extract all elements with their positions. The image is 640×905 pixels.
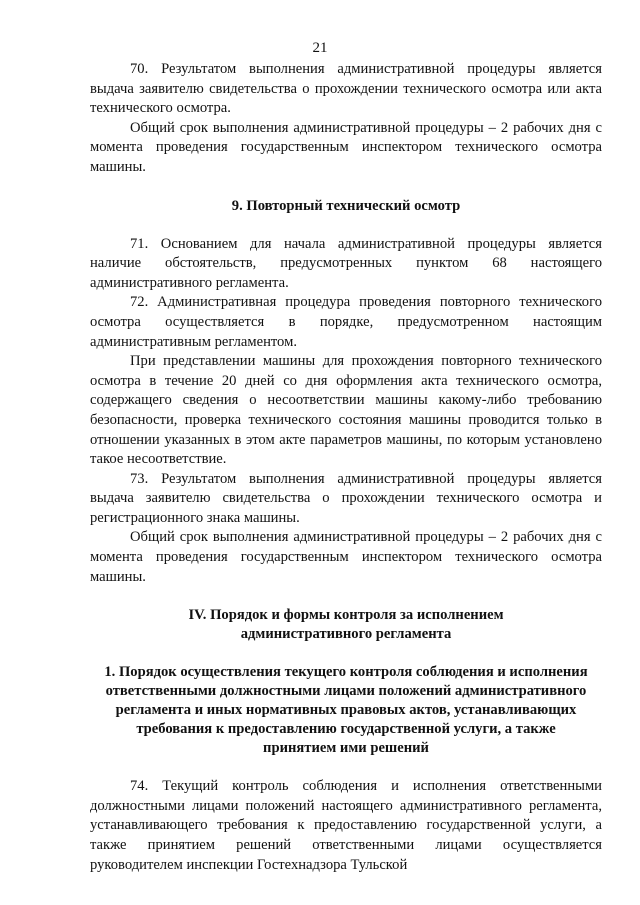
subsection-1-heading-line-2: ответственными должностными лицами положений административного	[105, 683, 587, 700]
section-9-heading: 9. Повторный технический осмотр	[231, 197, 461, 214]
paragraph-73-term: Общий срок выполнения административной процедуры – 2 рабочих дня с момента проведения государственным инспектором технического осмотра машины.	[90, 529, 602, 585]
paragraph-73: 73. Результатом выполнения административной процедуры является выдача заявителю свидетельства о прохождении технического осмотра и регистрационного знака машины.	[90, 470, 602, 526]
paragraph-71: 71. Основанием для начала административной процедуры является наличие обстоятельств, предусмотренных пунктом 68 настоящего административного регламента.	[90, 235, 602, 291]
paragraph-70: 70. Результатом выполнения административной процедуры является выдача заявителю свидетельства о прохождении технического осмотра или акта технического осмотра.	[90, 61, 602, 117]
document-body	[90, 60, 602, 875]
section-iv-heading-line-1: IV. Порядок и формы контроля за исполнением	[188, 607, 504, 624]
paragraph-74: 74. Текущий контроль соблюдения и исполнения ответственными должностными лицами положений настоящего административного регламента, устанавливающего требования к предоставлению государственной услуги, а также принятием решений ответственными лицами осуществляется руководителем инспекции Гостехнадзора Тульской	[90, 778, 602, 873]
paragraph-70-term: Общий срок выполнения административной процедуры – 2 рабочих дня с момента проведения государственным инспектором технического осмотра машины.	[90, 119, 602, 175]
page-number: 21	[312, 40, 328, 56]
subsection-1-heading-line-1: 1. Порядок осуществления текущего контроля соблюдения и исполнения	[104, 664, 588, 681]
paragraph-72: 72. Административная процедура проведения повторного технического осмотра осуществляется в порядке, предусмотренном настоящим административным регламентом.	[90, 294, 602, 350]
subsection-1-heading	[90, 663, 602, 758]
subsection-1-heading-line-3: регламента и иных нормативных правовых актов, устанавливающих	[115, 702, 577, 719]
paragraph-72-detail: При представлении машины для прохождения повторного технического осмотра в течение 20 дней со дня оформления акта технического осмотра, содержащего сведения о несоответствии машины какому-либо требованию безопасности, проверка технического состояния машины проводится только в отношении указанных в этом акте параметров машины, по которым установлено такое несоответствие.	[90, 353, 602, 468]
section-iv-heading	[90, 606, 602, 644]
section-iv-heading-line-2: административного регламента	[240, 626, 452, 643]
subsection-1-heading-line-4: требования к предоставлению государственной услуги, а также	[136, 721, 556, 738]
subsection-1-heading-line-5: принятием ими решений	[263, 740, 429, 757]
